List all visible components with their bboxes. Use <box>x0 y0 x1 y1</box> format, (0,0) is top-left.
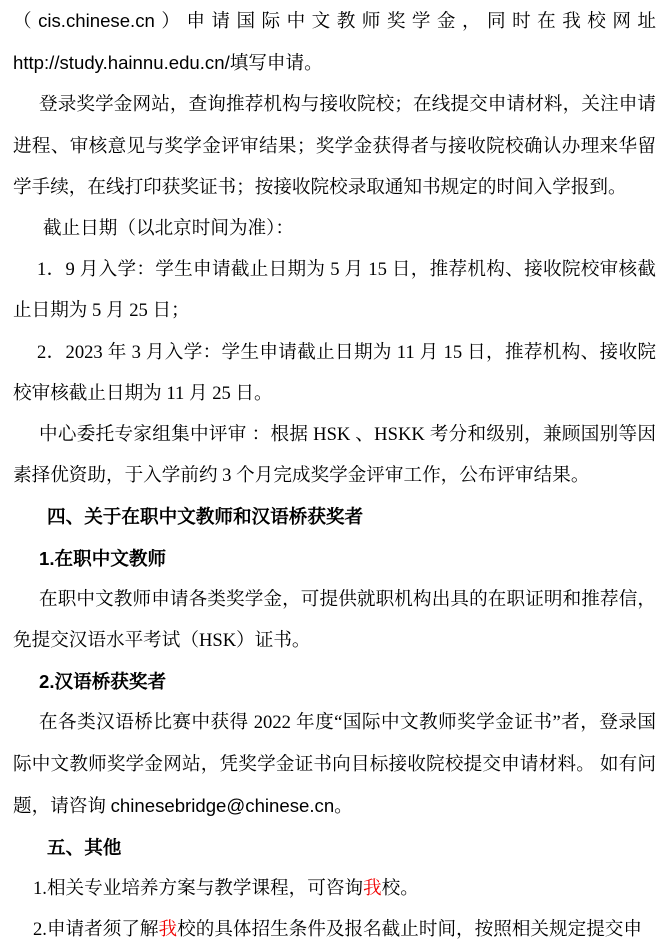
subsection-heading-chinese-bridge: 2.汉语桥获奖者 <box>39 671 167 693</box>
paragraph-text: 。 <box>334 795 353 817</box>
paragraph-text: 2.申请者须了解 <box>33 919 159 941</box>
paragraph-chinese-bridge <box>13 702 656 827</box>
section-heading-five: 五、其他 <box>47 837 122 859</box>
university-url-link[interactable]: http://study.hainnu.edu.cn/ <box>13 52 230 74</box>
subsection-heading-in-service-teachers: 1.在职中文教师 <box>39 547 167 569</box>
paragraph-other-item-1 <box>13 868 656 909</box>
paragraph-text: 校。 <box>381 878 419 900</box>
paragraph-text: ）申请国际中文教师奖学金，同时在我校网址 <box>154 11 656 32</box>
section-heading-four: 四、关于在职中文教师和汉语桥获奖者 <box>47 506 364 528</box>
red-highlighted-character: 我 <box>158 919 178 941</box>
paragraph-other-item-2 <box>13 909 656 950</box>
paragraph-text: 1.相关专业培养方案与教学课程，可咨询 <box>33 878 364 900</box>
paragraph-march-intake: 2．2023 年 3 月入学：学生申请截止日期为 11 月 15 日，推荐机构、接收院校审核截止日期为 11 月 25 日。 <box>13 341 656 404</box>
cis-website-domain[interactable]: cis.chinese.cn <box>38 10 155 31</box>
paragraph-text: 填写申请。 <box>229 53 323 75</box>
red-highlighted-character: 我 <box>363 878 382 900</box>
paragraph-application-continued <box>13 0 656 84</box>
paren-open: （ <box>13 11 39 32</box>
paragraph-text: 校的具体招生条件及报名截止时间，按照相关规定提交申 <box>177 919 642 941</box>
paragraph-text: 在各类汉语桥比赛中获得 2022 年度“国际中文教师奖学金证书”者，登录国际中文教师奖学金网站，凭奖学金证书向目标接收院校提交申请材料。 如有问题，请咨询 <box>13 712 656 817</box>
paragraph-september-intake: 1．9 月入学：学生申请截止日期为 5 月 15 日，推荐机构、接收院校审核截止日期为 5 月 25 日； <box>13 259 656 322</box>
contact-email-link[interactable]: chinesebridge@chinese.cn <box>110 794 335 816</box>
paragraph-deadline-title: 截止日期（以北京时间为准）： <box>43 218 295 240</box>
paragraph-review-process: 中心委托专家组集中评审 ：根据 HSK 、HSKK 考分和级别，兼顾国别等因素择优资助，于入学前约 3 个月完成奖学金评审工作，公布评审结果。 <box>13 424 656 487</box>
paragraph-in-service-teachers: 在职中文教师申请各类奖学金，可提供就职机构出具的在职证明和推荐信，免提交汉语水平考试（HSK）证书。 <box>13 588 656 652</box>
paragraph-login-process: 登录奖学金网站，查询推荐机构与接收院校；在线提交申请材料，关注申请进程、审核意见与奖学金评审结果；奖学金获得者与接收院校确认办理来华留学手续，在线打印获奖证书；按接收院校录取通知书规定的时间入学报到。 <box>13 94 656 198</box>
